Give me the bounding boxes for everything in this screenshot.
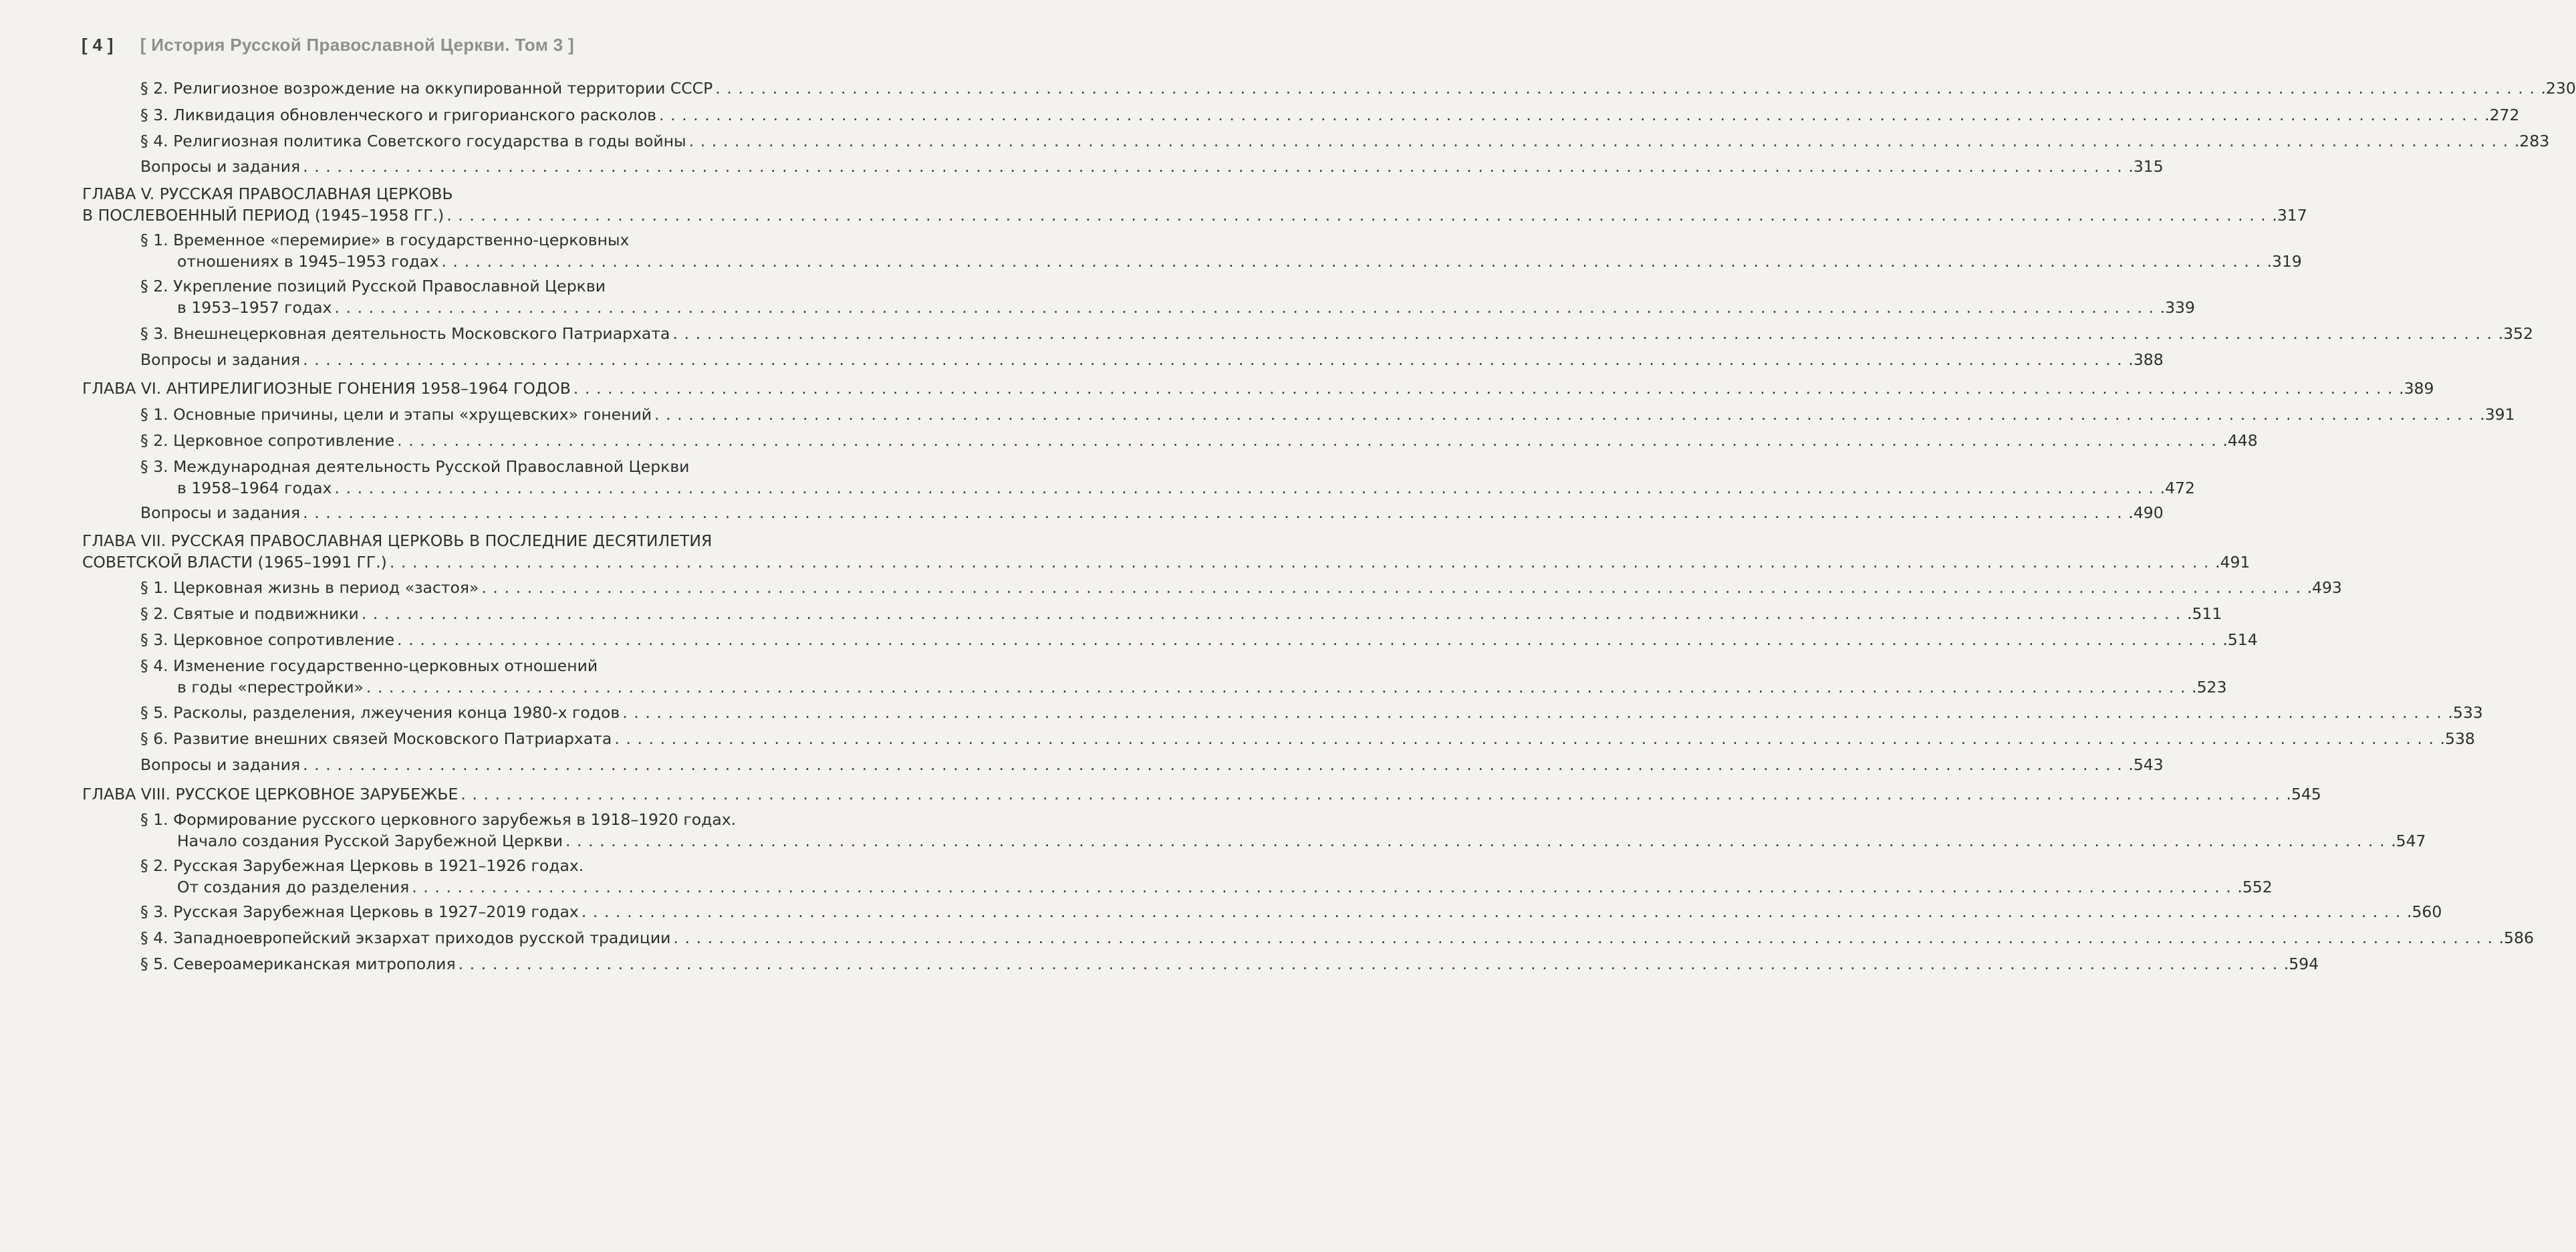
toc-entry-section (140, 430, 2258, 451)
toc-entry-title-line: § 2. Церковное сопротивление (140, 431, 395, 450)
dot-leader: ................................................................................................................................................................ (458, 955, 2284, 973)
toc-entry-section (140, 275, 2195, 318)
toc-page-number: .388 (2128, 350, 2164, 369)
toc-entry-row (140, 104, 2520, 126)
toc-page-number: .543 (2128, 755, 2164, 774)
toc-entry-title-line: в 1958–1964 годах (177, 479, 332, 497)
toc-entry-title-line: ГЛАВА VII. РУССКАЯ ПРАВОСЛАВНАЯ ЦЕРКОВЬ В ПОСЛЕДНИЕ ДЕСЯТИЛЕТИЯ (82, 531, 713, 550)
toc-entry-section (140, 229, 2302, 272)
toc-entry-title-line: Вопросы и задания (140, 157, 301, 176)
toc-page-number: .560 (2407, 902, 2442, 921)
toc-entry-title-line: ГЛАВА V. РУССКАЯ ПРАВОСЛАВНАЯ ЦЕРКОВЬ (82, 184, 453, 203)
toc-page-number: .533 (2448, 703, 2483, 722)
toc-entry-row (140, 603, 2222, 624)
toc-entry-row (140, 728, 2475, 749)
toc-entry-row (140, 349, 2164, 370)
toc-entry-row (140, 830, 2426, 852)
toc-page-number: .391 (2480, 405, 2515, 424)
toc-entry-row (140, 430, 2258, 451)
toc-entry-row (140, 629, 2258, 650)
toc-page-number: .352 (2498, 324, 2533, 343)
toc-page-number: .552 (2237, 878, 2273, 896)
dot-leader: ................................................................................................................................................................ (654, 405, 2480, 424)
toc-page-number: .490 (2128, 503, 2164, 522)
toc-entry-row (140, 953, 2319, 975)
dot-leader: ................................................................................................................................................................ (334, 479, 2160, 497)
toc-page-number: .493 (2307, 578, 2342, 597)
dot-leader: ................................................................................................................................................................ (581, 902, 2408, 921)
toc-entry-title-line: § 1. Временное «перемирие» в государственно-церковных (140, 231, 630, 249)
dot-leader: ................................................................................................................................................................ (397, 431, 2223, 450)
toc-entry-questions (140, 754, 2164, 775)
toc-entry-row (140, 130, 2550, 152)
toc-entry-row (82, 783, 2321, 805)
toc-entry-row (140, 577, 2342, 598)
toc-entry-section (140, 130, 2550, 152)
toc-entry-section (140, 104, 2520, 126)
toc-entry-title-line: § 3. Церковное сопротивление (140, 630, 395, 649)
toc-entry-section (140, 577, 2342, 598)
toc-page-number: .594 (2283, 955, 2319, 973)
toc-page-number: .491 (2215, 553, 2250, 572)
toc-entry-section (140, 901, 2442, 922)
toc-entry-row (140, 876, 2273, 898)
toc-entry-section (140, 953, 2319, 975)
dot-leader: ................................................................................................................................................................ (441, 252, 2267, 271)
toc-entry-row (140, 156, 2164, 177)
toc-entry-title-line: В ПОСЛЕВОЕННЫЙ ПЕРИОД (1945–1958 ГГ.) (82, 206, 444, 225)
toc-entry-title-line: СОВЕТСКОЙ ВЛАСТИ (1965–1991 ГГ.) (82, 553, 387, 572)
toc-entry-title-line: § 1. Формирование русского церковного зарубежья в 1918–1920 годах. (140, 810, 737, 829)
toc-entry-title-line: § 6. Развитие внешних связей Московского Патриархата (140, 729, 612, 748)
toc-entry-title-line: в 1953–1957 годах (177, 298, 332, 317)
toc-entry-chapter (82, 378, 2434, 399)
toc-entry-row (140, 502, 2164, 523)
toc-entry-row (140, 754, 2164, 775)
toc-entry-title-line: ГЛАВА VI. АНТИРЕЛИГИОЗНЫЕ ГОНЕНИЯ 1958–1964 ГОДОВ (82, 379, 571, 398)
toc-page-number: .511 (2187, 604, 2222, 623)
dot-leader: ................................................................................................................................................................ (303, 157, 2129, 176)
toc-page-number: .545 (2286, 785, 2321, 803)
toc-entry-title-line: § 3. Ликвидация обновленческого и григорианского расколов (140, 106, 656, 124)
toc-entry-section (140, 603, 2222, 624)
toc-entry-row (140, 901, 2442, 922)
dot-leader: ................................................................................................................................................................ (303, 350, 2129, 369)
toc-entry-section (140, 456, 2195, 499)
dot-leader: ................................................................................................................................................................ (715, 79, 2541, 98)
toc-entry-title-line: ГЛАВА VIII. РУССКОЕ ЦЕРКОВНОЕ ЗАРУБЕЖЬЕ (82, 785, 459, 803)
dot-leader: ................................................................................................................................................................ (366, 678, 2192, 697)
toc-entry-title-line: Вопросы и задания (140, 755, 301, 774)
toc-page-number: .339 (2160, 298, 2195, 317)
toc-entry-row (82, 378, 2434, 399)
toc-page-number: .538 (2440, 729, 2475, 748)
toc-entry-row (140, 323, 2533, 344)
toc-entry-title-line: От создания до разделения (177, 878, 410, 896)
toc-entry-title-line: § 1. Церковная жизнь в период «застоя» (140, 578, 479, 597)
toc-page-number: .389 (2399, 379, 2434, 398)
toc-entry-title-line: § 2. Религиозное возрождение на оккупированной территории СССР (140, 79, 713, 98)
toc-entry-chapter (82, 183, 2307, 226)
dot-leader: ................................................................................................................................................................ (397, 630, 2223, 649)
toc-entry-row (140, 297, 2195, 318)
toc-entry-section (140, 655, 2227, 698)
toc-entry-title-line: § 4. Западноевропейский экзархат приходов русской традиции (140, 928, 671, 947)
dot-leader: ................................................................................................................................................................ (565, 832, 2392, 850)
toc-entry-section (140, 855, 2273, 898)
dot-leader: ................................................................................................................................................................ (622, 703, 2448, 722)
toc-page-number: .523 (2192, 678, 2227, 697)
toc-entry-title-line: § 2. Русская Зарубежная Церковь в 1921–1926 годах. (140, 856, 584, 875)
toc-entry-title-line: § 5. Североамериканская митрополия (140, 955, 456, 973)
toc-entry-section (140, 702, 2483, 723)
dot-leader: ................................................................................................................................................................ (389, 553, 2216, 572)
dot-leader: ................................................................................................................................................................ (688, 132, 2515, 150)
dot-leader: ................................................................................................................................................................ (658, 106, 2485, 124)
toc-entry-row (82, 551, 2250, 573)
toc-page-number: .315 (2128, 157, 2164, 176)
toc-entry-row (140, 404, 2515, 425)
dot-leader: ................................................................................................................................................................ (361, 604, 2188, 623)
toc-page-number: .514 (2222, 630, 2258, 649)
toc-entry-chapter (82, 783, 2321, 805)
toc-entry-row (140, 676, 2227, 698)
dot-leader: ................................................................................................................................................................ (303, 503, 2129, 522)
toc-page-number: .283 (2514, 132, 2550, 150)
toc-entry-title-line: Начало создания Русской Зарубежной Церкви (177, 832, 563, 850)
dot-leader: ................................................................................................................................................................ (672, 324, 2498, 343)
toc-entry-title-line: § 2. Святые и подвижники (140, 604, 359, 623)
toc-page-number: .317 (2272, 206, 2307, 225)
toc-page-number: .230 (2541, 79, 2576, 98)
toc-entry-row (140, 78, 2576, 99)
dot-leader: ................................................................................................................................................................ (446, 206, 2273, 225)
toc-entry-title-line: Вопросы и задания (140, 350, 301, 369)
toc-entry-title-line: § 3. Русская Зарубежная Церковь в 1927–2019 годах (140, 902, 579, 921)
toc-entry-row (140, 702, 2483, 723)
dot-leader: ................................................................................................................................................................ (673, 928, 2499, 947)
dot-leader: ................................................................................................................................................................ (412, 878, 2238, 896)
header-book-title: [ История Русской Православной Церкви. Том 3 ] (140, 35, 575, 55)
toc-entry-title-line: отношениях в 1945–1953 годах (177, 252, 439, 271)
toc-entry-chapter (82, 530, 2250, 573)
toc-entry-row (82, 205, 2307, 226)
dot-leader: ................................................................................................................................................................ (573, 379, 2400, 398)
toc-entry-section (140, 728, 2475, 749)
toc-entry-section (140, 809, 2426, 852)
toc-entry-title-line: § 1. Основные причины, цели и этапы «хрущевских» гонений (140, 405, 652, 424)
toc-entry-row (140, 927, 2534, 949)
toc-page-number: .319 (2267, 252, 2302, 271)
toc-entry-section (140, 629, 2258, 650)
toc-entry-title-line: § 2. Укрепление позиций Русской Православной Церкви (140, 277, 606, 295)
toc-entry-title-line: Вопросы и задания (140, 503, 301, 522)
toc-entry-title-line: § 5. Расколы, разделения, лжеучения конца 1980-х годов (140, 703, 620, 722)
dot-leader: ................................................................................................................................................................ (614, 729, 2440, 748)
toc-entry-title-line: § 3. Внешнецерковная деятельность Московского Патриархата (140, 324, 670, 343)
toc-entry-row (140, 251, 2302, 272)
header-page-number: [ 4 ] (82, 35, 114, 55)
toc-page-number: .272 (2484, 106, 2520, 124)
dot-leader: ................................................................................................................................................................ (303, 755, 2129, 774)
toc-entry-section (140, 927, 2534, 949)
dot-leader: ................................................................................................................................................................ (334, 298, 2160, 317)
toc-entry-row (140, 477, 2195, 499)
toc-entry-section (140, 323, 2533, 344)
toc-entry-title-line: в годы «перестройки» (177, 678, 364, 697)
toc-page-number: .586 (2498, 928, 2534, 947)
toc-entry-section (140, 404, 2515, 425)
dot-leader: ................................................................................................................................................................ (461, 785, 2287, 803)
dot-leader: ................................................................................................................................................................ (481, 578, 2307, 597)
toc-entry-title-line: § 4. Религиозная политика Советского государства в годы войны (140, 132, 686, 150)
toc-entry-title-line: § 4. Изменение государственно-церковных отношений (140, 656, 598, 675)
toc-entry-title-line: § 3. Международная деятельность Русской Православной Церкви (140, 457, 690, 476)
toc-page-number: .448 (2222, 431, 2258, 450)
toc-entry-questions (140, 349, 2164, 370)
toc-entry-questions (140, 156, 2164, 177)
toc-entry-questions (140, 502, 2164, 523)
toc-entry-section (140, 78, 2576, 99)
toc-page-number: .547 (2391, 832, 2426, 850)
toc-page-number: .472 (2160, 479, 2195, 497)
